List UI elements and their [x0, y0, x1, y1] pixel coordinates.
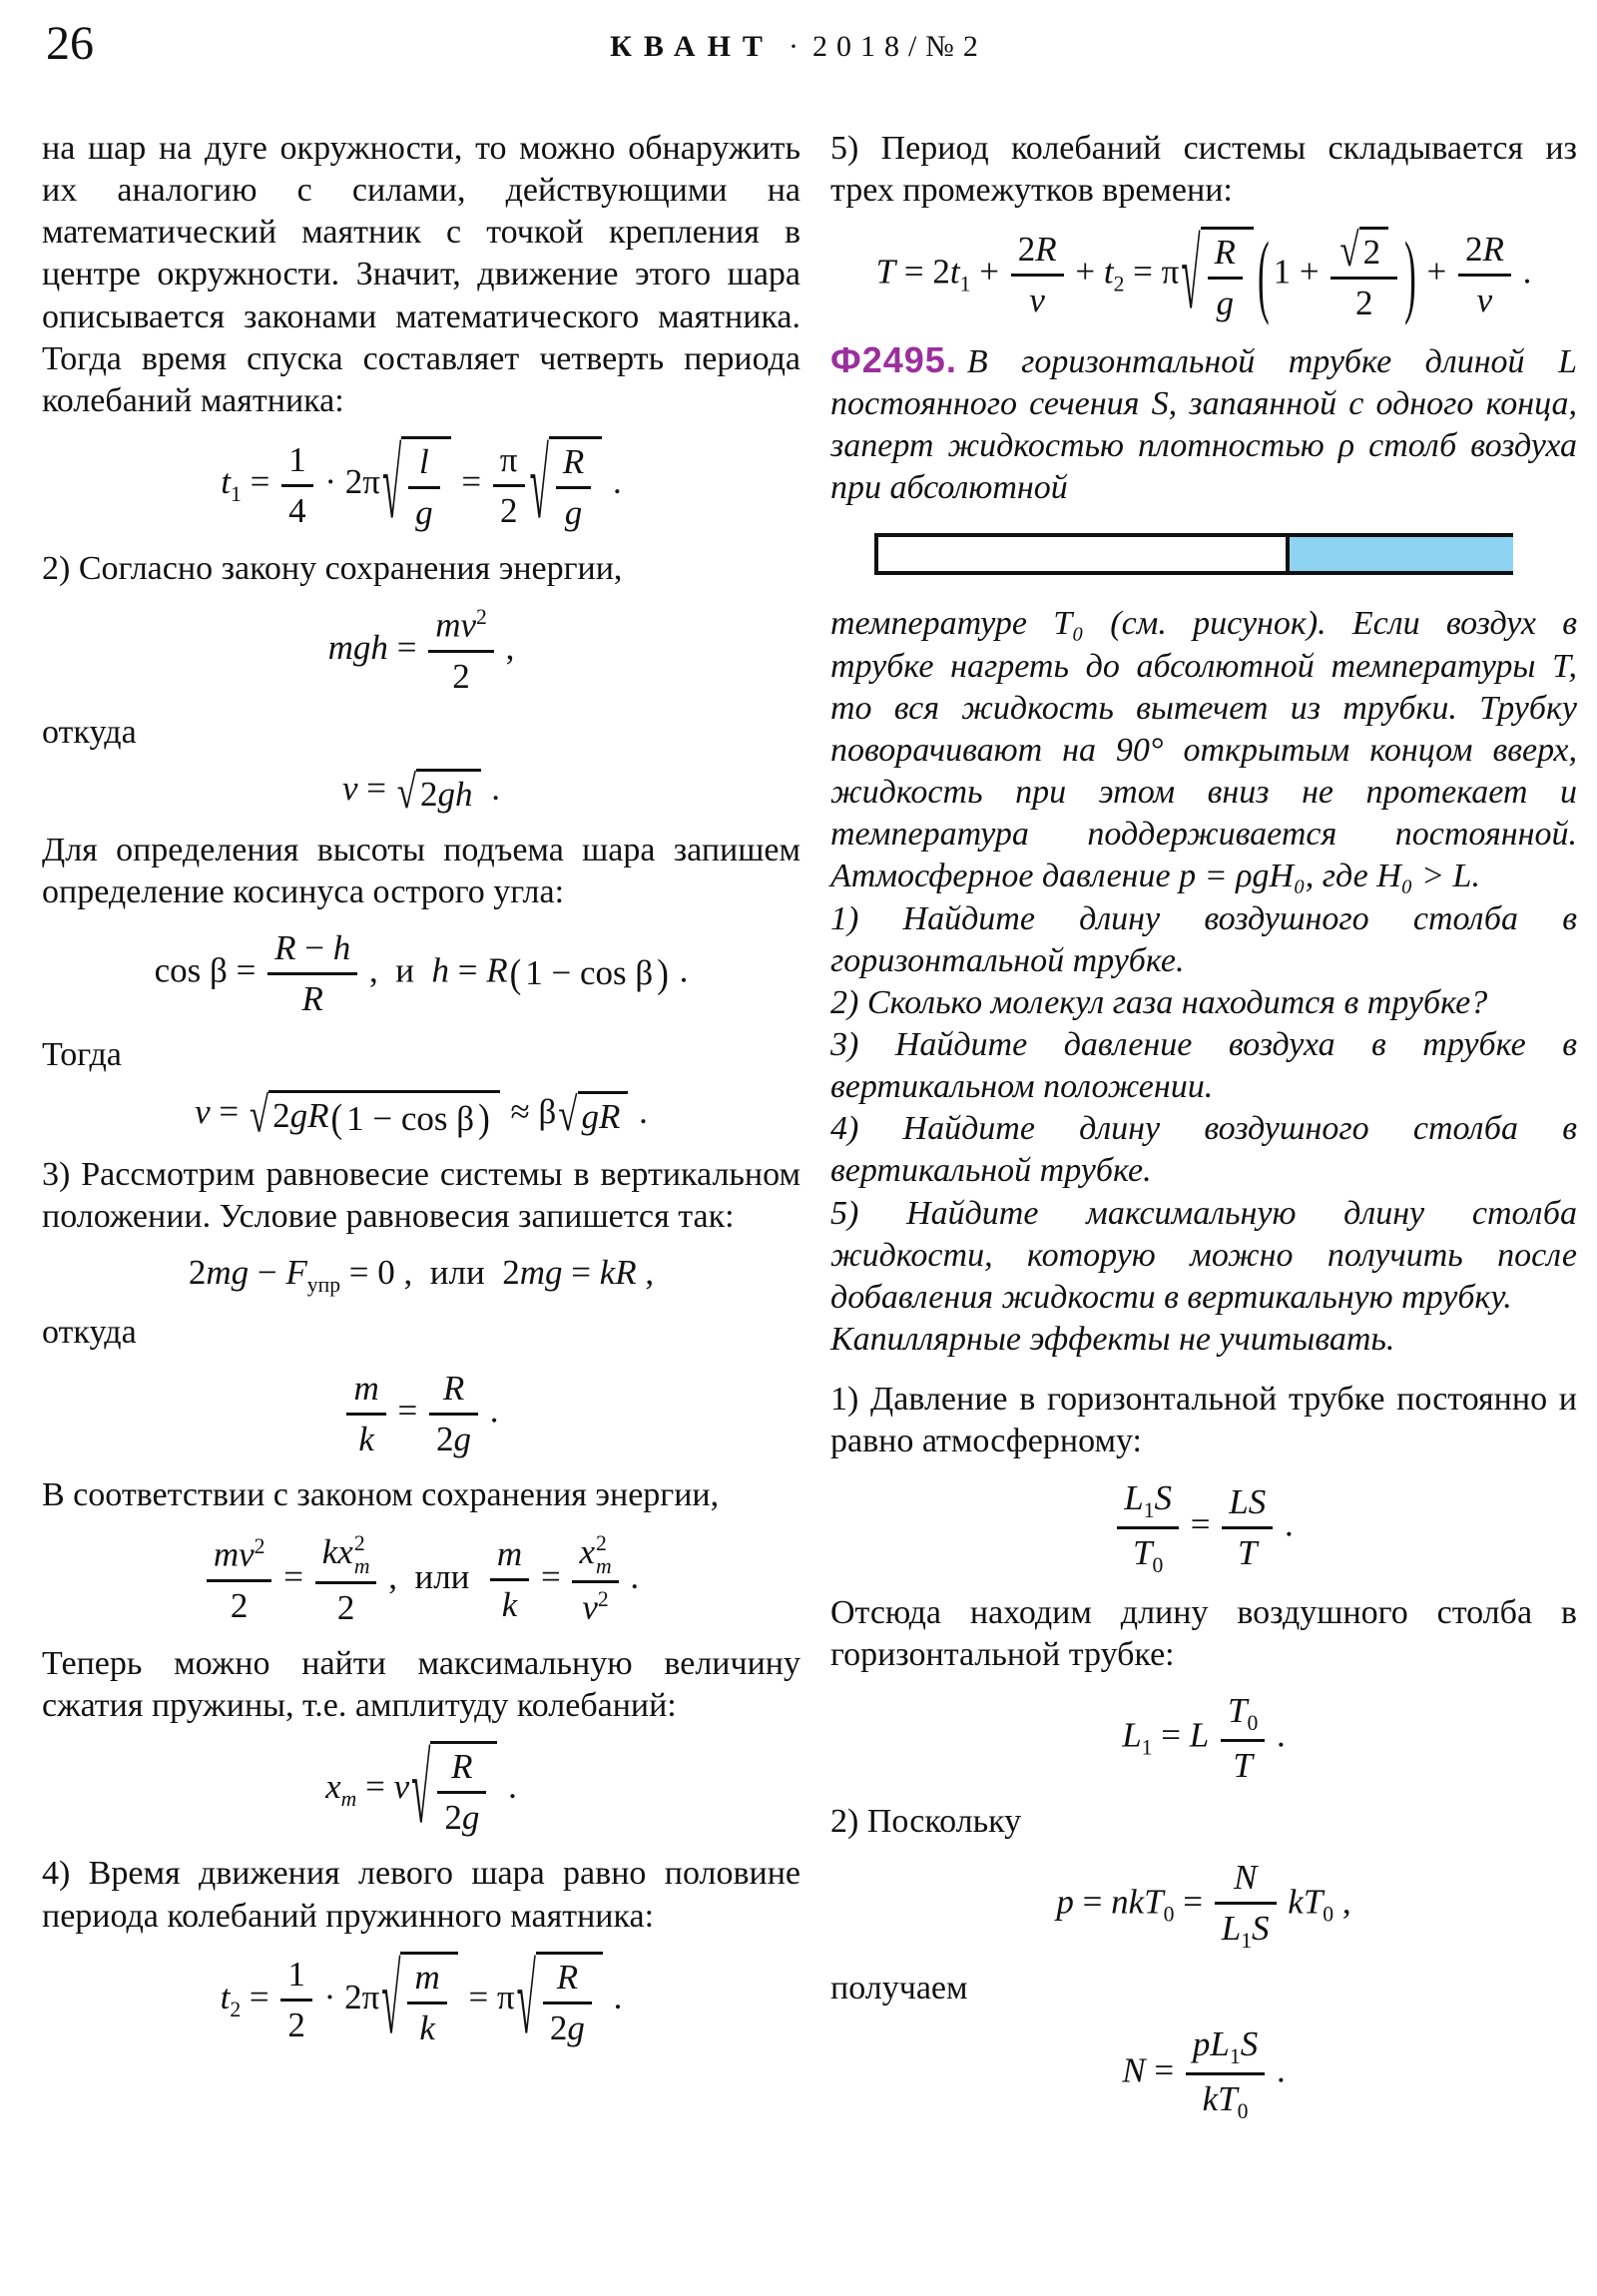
paragraph-item5: 5) Период колебаний системы складывается из трех промежутков времени:	[830, 130, 1577, 210]
formula-L1S-T0: $\frac{L_1S}{T_0}$ = $\frac{LS}{T}$ .	[830, 1477, 1577, 1578]
formula-m-over-k: $\frac{m}{k}$ = $\frac{R}{2g}$ .	[42, 1368, 800, 1460]
formula-equilibrium: $2mg - F_{упр} = 0$ , или 2mg = kR ,	[188, 1253, 655, 1298]
journal-issue: 2018/№2	[811, 30, 987, 63]
question-1: 1) Найдите длину воздушного столба в горизонтальной трубке.	[830, 899, 1577, 979]
formula-v-approx: v = √ 2gR ( 1 − cos β ) ≈ β √ gR .	[195, 1087, 648, 1143]
paragraph-otkuda-1: откуда	[42, 713, 137, 751]
paragraph-item3: 3) Рассмотрим равновесие системы в вертикальном положении. Условие равновесия запишется так:	[42, 1155, 800, 1236]
tube-figure	[874, 533, 1513, 575]
paragraph-cosine-definition: Для определения высоты подъема шара запишем определение косинуса острого угла:	[42, 831, 800, 910]
formula-L1: $L_1 = L$ $\frac{T_0}{T}$ .	[1122, 1690, 1286, 1785]
tube-air-column	[874, 533, 1290, 575]
formula-xm: $x_m = v$ √ $\frac{R}{2g}$ .	[325, 1735, 517, 1845]
question-5: 5) Найдите максимальную длину столба жидкости, которую можно получить после добавления жидкости в вертикальную трубку.	[830, 1194, 1577, 1316]
problem-intro-text: В горизонтальной трубке длиной L постоянного сечения S, запаянной с одного конца, заперт жидкостью плотностью ρ столб воздуха при абсолютной	[830, 342, 1577, 507]
tube	[874, 533, 1513, 575]
paragraph-note-capillary: Капиллярные эффекты не учитывать.	[830, 1321, 1395, 1359]
paragraph-problem-continuation: температуре T₀ (см. рисунок). Если воздух в трубке нагреть до абсолютной температуры T, то вся жидкость вытечет из трубки. Трубку поворачивают на 90° открытым концом вверх, жидкость при этом вниз не протекает и температура поддерживается постоянной. Атмосферное давление p = ρgH₀, где H₀ > L.	[830, 605, 1577, 895]
header-separator: ·	[788, 30, 798, 63]
journal-header	[0, 30, 1597, 64]
paragraph-amplitude: Теперь можно найти максимальную величину сжатия пружины, т.е. амплитуду колебаний:	[42, 1645, 800, 1725]
formula-v-sqrt2gh: v = √ 2gh .	[341, 765, 500, 819]
paragraph-togda: Тогда	[42, 1035, 122, 1073]
paragraph-problem-intro	[830, 338, 1577, 510]
paragraph-solution-1b: Отсюда находим длину воздушного столба в горизонтальной трубке:	[830, 1593, 1577, 1673]
formula-mgh: mgh = $\frac{mv^2}{2}$ ,	[327, 605, 515, 696]
formula-cos-beta: cos β = $\frac{R - h}{R}$ , и h = R ( 1 − cos β ) .	[154, 927, 689, 1018]
paragraph-solution-1: 1) Давление в горизонтальной трубке постоянно и равно атмосферному:	[830, 1381, 1577, 1460]
paragraph-otkuda-2: откуда	[42, 1314, 137, 1352]
right-column	[830, 128, 1577, 2138]
page-number: 26	[46, 17, 94, 70]
formula-t2: $t_2$ = $\frac{1}{2}$ · 2π √ $\frac{m}{k}$ = π √ $\frac{R}{2g}$ .	[220, 1946, 623, 2055]
formula-period-T: $T = 2t_1$ + $\frac{2R}{v}$ + $t_2 = \pi$ √ $\frac{R}{g}$ ( 1 + √ 2 2 ) + $\frac{2R}{v}$ .	[875, 220, 1532, 330]
paragraph-item4: 4) Время движения левого шара равно половине периода колебаний пружинного маятника:	[42, 1855, 800, 1935]
problem-number-label: Ф2495.	[830, 338, 957, 380]
paragraph-pendulum-analogy: на шар на дуге окружности, то можно обнаружить их аналогию с силами, действующими на математический маятник с точкой крепления в центре окружности. Значит, движение этого шара описывается законами математического маятника. Тогда время спуска составляет четверть периода колебаний маятника:	[42, 130, 800, 419]
question-3: 3) Найдите давление воздуха в трубке в вертикальном положении.	[830, 1025, 1577, 1106]
paragraph-item2-lead: 2) Согласно закону сохранения энергии,	[42, 550, 623, 588]
left-column	[42, 128, 800, 2063]
paragraph-solution-2-lead: 2) Поскольку	[830, 1802, 1022, 1840]
journal-title: КВАНТ	[610, 30, 775, 63]
formula-t1: $t_1$ = $\frac{1}{4}$ · 2π √ $\frac{l}{g}$ = $\frac{\pi}{2}$ √ $\frac{R}{g}$ .	[221, 430, 622, 540]
formula-p-nkT0: p = nkT$_0$ = $\frac{N}{L_1S}$ $kT_0$ ,	[1056, 1858, 1351, 1954]
question-4: 4) Найдите длину воздушного столба в вертикальной трубке.	[830, 1110, 1577, 1190]
tube-liquid-column	[1290, 533, 1513, 575]
formula-N: N = $\frac{pL_1S}{kT_0}$ .	[1122, 2024, 1286, 2124]
question-2: 2) Сколько молекул газа находится в трубке?	[830, 983, 1488, 1021]
paragraph-energy-law: В соответствии с законом сохранения энергии,	[42, 1476, 720, 1514]
formula-energy: $\frac{mv^2}{2}$ = kx 2 m 2 , или $\frac{m}{k}$ = x 2 m $v^2$ .	[42, 1531, 800, 1629]
paragraph-poluchaem: получаем	[830, 1970, 968, 2008]
